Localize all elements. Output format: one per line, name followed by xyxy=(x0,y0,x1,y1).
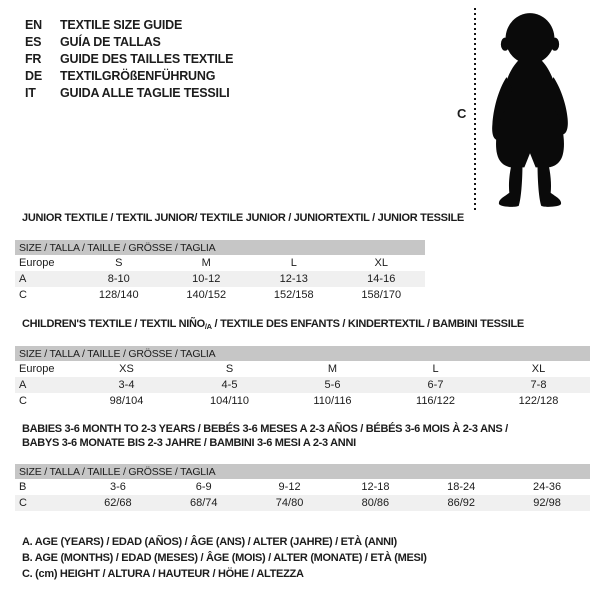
row-label: Europe xyxy=(19,363,55,375)
height-dashed-line xyxy=(474,8,476,212)
children-title-pre: CHILDREN'S TEXTILE / TEXTIL NIÑO xyxy=(22,318,205,330)
babies-title-line2: BABYS 3-6 MONATE BIS 2-3 JAHRE / BAMBINI 3-6 MESI A 2-3 ANNI xyxy=(22,437,356,449)
cell: L xyxy=(290,257,297,269)
cell: 9-12 xyxy=(278,481,301,493)
lang-row-de xyxy=(25,67,233,84)
lang-code: EN xyxy=(25,17,42,32)
cell: 104/110 xyxy=(210,395,249,407)
size-header-bar: SIZE / TALLA / TAILLE / GRÖSSE / TAGLIA xyxy=(15,464,590,479)
cell: 80/86 xyxy=(332,495,418,511)
junior-size-table xyxy=(15,240,425,303)
cell: 10-12 xyxy=(163,271,251,287)
cell: M xyxy=(201,257,211,269)
cell: 122/128 xyxy=(518,395,559,407)
junior-table-title: JUNIOR TEXTILE / TEXTIL JUNIOR/ TEXTILE JUNIOR / JUNIORTEXTIL / JUNIOR TESSILE xyxy=(22,212,464,224)
row-label: Europe xyxy=(19,257,55,269)
size-header-row xyxy=(15,464,590,479)
babies-title-line1: BABIES 3-6 MONTH TO 2-3 YEARS / BEBÉS 3-6 MESES A 2-3 AÑOS / BÉBÉS 3-6 MOIS À 2-3 ANS / xyxy=(22,423,508,435)
babies-table-title xyxy=(22,422,508,450)
lang-row-en xyxy=(25,16,233,33)
lang-code: FR xyxy=(25,51,42,66)
lang-row-it xyxy=(25,84,233,101)
babies-size-table xyxy=(15,464,590,511)
cell: 3-4 xyxy=(75,377,178,393)
nino-a-subscript: /A xyxy=(204,322,212,331)
cell: 8-10 xyxy=(75,271,163,287)
cell: 74/80 xyxy=(247,495,333,511)
size-header-row xyxy=(15,240,425,255)
lang-title: GUÍA DE TALLAS xyxy=(60,34,161,49)
baby-silhouette-icon xyxy=(483,8,577,212)
row-label: A xyxy=(15,271,75,287)
lang-title: GUIDA ALLE TAGLIE TESSILI xyxy=(60,85,230,100)
lang-row-es xyxy=(25,33,233,50)
cell: XL xyxy=(374,257,388,269)
cell: 62/68 xyxy=(75,495,161,511)
cell: M xyxy=(327,363,338,375)
row-label: C xyxy=(15,495,75,511)
table-row-age xyxy=(15,377,590,393)
language-header xyxy=(25,16,233,101)
table-row-height xyxy=(15,393,590,409)
lang-code: DE xyxy=(25,68,42,83)
lang-code: ES xyxy=(25,34,42,49)
table-row-height xyxy=(15,495,590,511)
table-row-height xyxy=(15,287,425,303)
cell: 6-7 xyxy=(384,377,487,393)
lang-title: GUIDE DES TAILLES TEXTILE xyxy=(60,51,234,66)
row-label: A xyxy=(15,377,75,393)
cell: S xyxy=(225,363,234,375)
cell: 140/152 xyxy=(186,289,227,301)
children-size-table xyxy=(15,346,590,409)
legend-age-months: B. AGE (MONTHS) / EDAD (MESES) / ÂGE (MOIS) / ALTER (MONATE) / ETÀ (MESI) xyxy=(22,552,427,564)
size-header-bar: SIZE / TALLA / TAILLE / GRÖSSE / TAGLIA xyxy=(15,346,590,361)
cell: 86/92 xyxy=(418,495,504,511)
table-row-age-months xyxy=(15,479,590,495)
cell: 98/104 xyxy=(109,395,144,407)
size-header-row xyxy=(15,346,590,361)
cell: 68/74 xyxy=(161,495,247,511)
cell: 7-8 xyxy=(487,377,590,393)
legend-height: C. (cm) HEIGHT / ALTURA / HAUTEUR / HÖHE / ALTEZZA xyxy=(22,568,304,580)
cell: 18-24 xyxy=(447,481,476,493)
lang-title: TEXTILGRÖßENFÜHRUNG xyxy=(60,68,216,83)
row-label: C xyxy=(19,289,27,301)
cell: L xyxy=(432,363,439,375)
row-label: B xyxy=(19,481,27,493)
cell: 92/98 xyxy=(504,495,590,511)
cell: S xyxy=(115,257,123,269)
cell: 158/170 xyxy=(361,289,402,301)
baby-figure xyxy=(450,0,600,216)
cell: 128/140 xyxy=(98,289,139,301)
cell: 152/158 xyxy=(273,289,314,301)
cell: 14-16 xyxy=(338,271,426,287)
measurement-legend xyxy=(22,536,427,584)
children-table-title xyxy=(22,318,524,331)
cell: 110/116 xyxy=(313,395,352,407)
cell: 24-36 xyxy=(533,481,562,493)
legend-age-years: A. AGE (YEARS) / EDAD (AÑOS) / ÂGE (ANS) / ALTER (JAHRE) / ETÀ (ANNI) xyxy=(22,536,397,548)
lang-title: TEXTILE SIZE GUIDE xyxy=(60,17,183,32)
cell: 12-18 xyxy=(361,481,390,493)
cell: 116/122 xyxy=(416,395,455,407)
height-measure-label: C xyxy=(457,106,467,121)
cell: 12-13 xyxy=(250,271,338,287)
cell: XS xyxy=(119,363,134,375)
cell: 6-9 xyxy=(195,481,212,493)
cell: 3-6 xyxy=(109,481,126,493)
children-title-post: / TEXTILE DES ENFANTS / KINDERTEXTIL / BAMBINI TESSILE xyxy=(211,318,524,330)
table-row-europe xyxy=(15,255,425,271)
cell: XL xyxy=(531,363,546,375)
size-header-bar: SIZE / TALLA / TAILLE / GRÖSSE / TAGLIA xyxy=(15,240,425,255)
cell: 4-5 xyxy=(178,377,281,393)
row-label: C xyxy=(19,395,27,407)
cell: 5-6 xyxy=(281,377,384,393)
lang-code: IT xyxy=(25,85,36,100)
table-row-age xyxy=(15,271,425,287)
lang-row-fr xyxy=(25,50,233,67)
table-row-europe xyxy=(15,361,590,377)
